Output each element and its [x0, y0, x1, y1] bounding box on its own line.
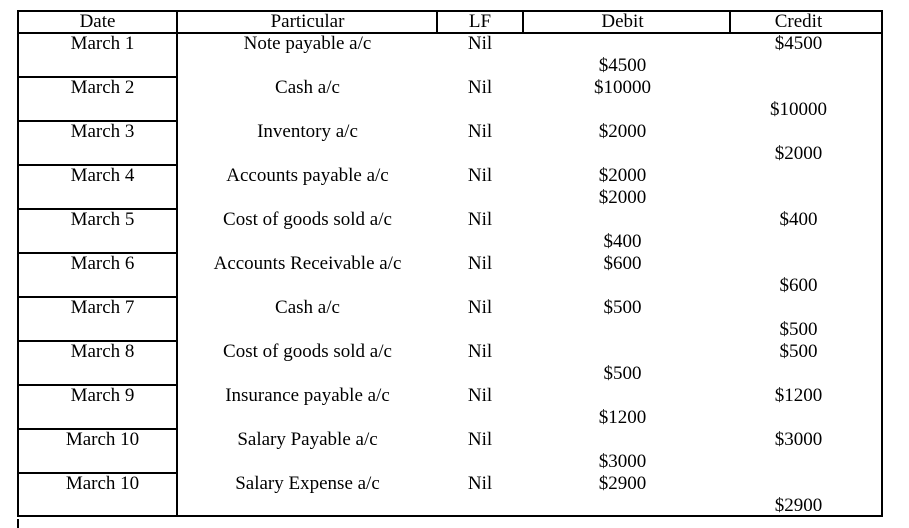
journal-row [17, 297, 883, 341]
particular-cell: Accounts Receivable a/c [213, 253, 402, 274]
amount-line1: $600 [603, 253, 642, 274]
lf-cell: Nil [467, 341, 493, 362]
amount-line2: $400 [603, 231, 642, 252]
date-cell: March 10 [65, 473, 140, 494]
particular-cell: Accounts payable a/c [226, 165, 389, 186]
amount-line1: $500 [603, 297, 642, 318]
journal-row [17, 33, 883, 77]
amount-line2: $10000 [770, 99, 827, 120]
date-cell: March 10 [65, 429, 140, 450]
journal-row [17, 341, 883, 385]
particular-cell: Cash a/c [275, 297, 340, 318]
journal-row [17, 165, 883, 209]
column-header-debit: Debit [601, 11, 644, 32]
lf-cell: Nil [467, 253, 493, 274]
particular-cell: Insurance payable a/c [225, 385, 390, 406]
amount-line1: $10000 [594, 77, 651, 98]
particular-cell: Salary Payable a/c [237, 429, 378, 450]
lf-cell: Nil [467, 297, 493, 318]
journal-row [17, 385, 883, 429]
particular-cell: Cost of goods sold a/c [223, 341, 392, 362]
accounting-journal-table [17, 10, 883, 517]
amount-line2: $1200 [598, 407, 647, 428]
amount-line1: $2000 [598, 165, 647, 186]
column-header-date: Date [79, 11, 116, 32]
lf-cell: Nil [467, 165, 493, 186]
amount-line2: $2000 [774, 143, 823, 164]
amount-line1: $4500 [774, 33, 823, 54]
journal-row [17, 473, 883, 517]
amount-line2: $500 [779, 319, 818, 340]
amount-line2: $2000 [598, 187, 647, 208]
particular-cell: Inventory a/c [257, 121, 358, 142]
date-cell: March 4 [70, 165, 135, 186]
cutoff-next-row-border [17, 519, 19, 528]
lf-cell: Nil [467, 209, 493, 230]
date-cell: March 5 [70, 209, 135, 230]
journal-row [17, 209, 883, 253]
date-cell: March 2 [70, 77, 135, 98]
lf-cell: Nil [467, 473, 493, 494]
particular-cell: Salary Expense a/c [235, 473, 380, 494]
amount-line2: $500 [603, 363, 642, 384]
amount-line1: $3000 [774, 429, 823, 450]
amount-line1: $2900 [598, 473, 647, 494]
column-header-lf: LF [468, 11, 492, 32]
amount-line2: $600 [779, 275, 818, 296]
amount-line1: $500 [779, 341, 818, 362]
amount-line2: $2900 [774, 495, 823, 516]
lf-cell: Nil [467, 385, 493, 406]
journal-row [17, 429, 883, 473]
amount-line2: $3000 [598, 451, 647, 472]
particular-cell: Cost of goods sold a/c [223, 209, 392, 230]
amount-line2: $4500 [598, 55, 647, 76]
amount-line1: $2000 [598, 121, 647, 142]
journal-row [17, 77, 883, 121]
column-header-credit: Credit [774, 11, 823, 32]
table-header-row [17, 10, 883, 33]
amount-line1: $400 [779, 209, 818, 230]
lf-cell: Nil [467, 77, 493, 98]
column-header-particular: Particular [270, 11, 345, 32]
date-cell: March 3 [70, 121, 135, 142]
lf-cell: Nil [467, 429, 493, 450]
date-cell: March 8 [70, 341, 135, 362]
particular-cell: Note payable a/c [243, 33, 372, 54]
journal-row [17, 121, 883, 165]
lf-cell: Nil [467, 121, 493, 142]
journal-row [17, 253, 883, 297]
particular-cell: Cash a/c [275, 77, 340, 98]
date-cell: March 1 [70, 33, 135, 54]
date-cell: March 9 [70, 385, 135, 406]
date-cell: March 6 [70, 253, 135, 274]
lf-cell: Nil [467, 33, 493, 54]
date-cell: March 7 [70, 297, 135, 318]
amount-line1: $1200 [774, 385, 823, 406]
